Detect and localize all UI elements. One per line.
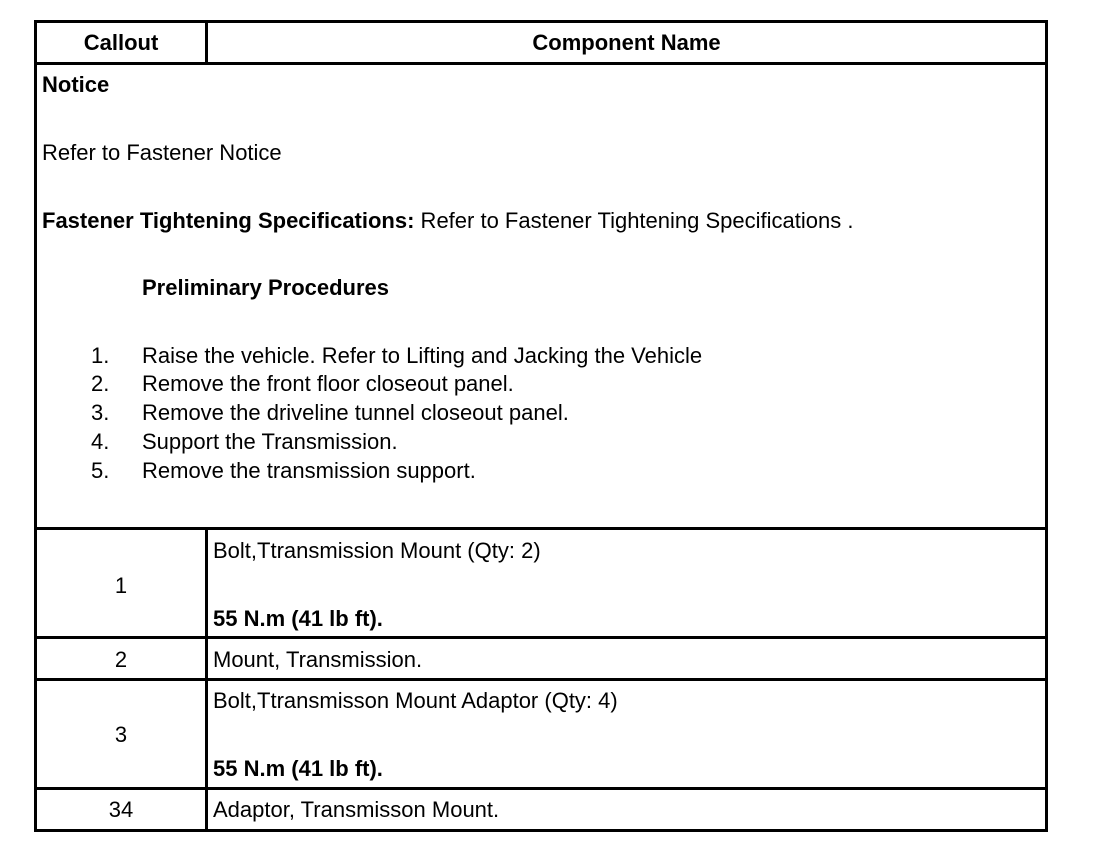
fastener-spec-label: Fastener Tightening Specifications: (42, 208, 415, 233)
header-divider (34, 62, 1048, 65)
notice-title: Notice (42, 72, 110, 97)
component-name-cell: Mount, Transmission. (213, 647, 423, 672)
row-divider-2 (34, 678, 1048, 681)
body-column-divider (205, 527, 208, 832)
fastener-spec-line (42, 208, 853, 234)
row-divider-1 (34, 636, 1048, 639)
callout-cell: 1 (114, 573, 128, 598)
step-text: Support the Transmission. (142, 429, 398, 454)
step-text: Raise the vehicle. Refer to Lifting and Jacking the Vehicle (142, 343, 703, 368)
row-divider-3 (34, 787, 1048, 790)
component-name-cell: Adaptor, Transmisson Mount. (213, 797, 500, 822)
step-number: 2. (91, 371, 110, 396)
notice-divider (34, 527, 1048, 530)
preliminary-procedures-heading: Preliminary Procedures (142, 275, 390, 300)
step-number: 4. (91, 429, 110, 454)
torque-spec: 55 N.m (41 lb ft). (213, 756, 383, 781)
callout-cell: 2 (114, 647, 128, 672)
step-number: 1. (91, 343, 110, 368)
callout-cell: 3 (114, 722, 128, 747)
step-number: 5. (91, 458, 110, 483)
step-number: 3. (91, 400, 110, 425)
header-callout: Callout (83, 30, 159, 55)
component-name-cell: Bolt,Ttransmission Mount (Qty: 2) (213, 538, 541, 563)
step-text: Remove the driveline tunnel closeout panel. (142, 400, 569, 425)
torque-spec: 55 N.m (41 lb ft). (213, 606, 383, 631)
step-text: Remove the transmission support. (142, 458, 476, 483)
step-text: Remove the front floor closeout panel. (142, 371, 514, 396)
callout-cell: 34 (108, 797, 134, 822)
header-component-name: Component Name (532, 30, 721, 55)
refer-fastener-notice: Refer to Fastener Notice (42, 140, 282, 165)
fastener-spec-text: Refer to Fastener Tightening Specifications . (414, 208, 854, 233)
component-name-cell: Bolt,Ttransmisson Mount Adaptor (Qty: 4) (213, 688, 618, 713)
